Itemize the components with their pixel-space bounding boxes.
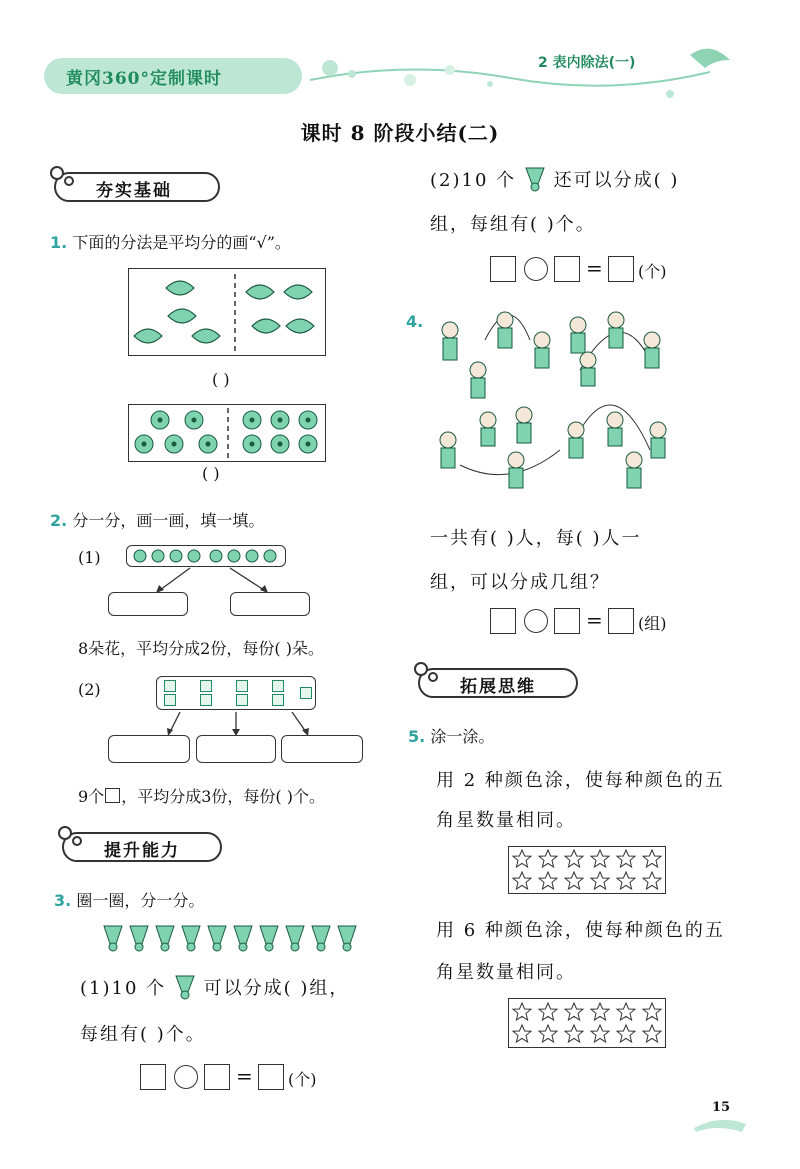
square-icon bbox=[105, 788, 120, 803]
flowers-icon bbox=[128, 404, 326, 462]
question-text: 组，可以分成几组？ bbox=[430, 572, 610, 593]
question-5: 5. 涂一涂。 bbox=[408, 727, 495, 746]
section-title: 夯实基础 bbox=[96, 181, 172, 201]
question-text: 一共有( )人，每( )人一 bbox=[430, 528, 642, 549]
banner-circle-icon bbox=[414, 662, 428, 676]
section-title: 提升能力 bbox=[104, 841, 180, 861]
unit-label: (个) bbox=[288, 1070, 317, 1089]
banner-circle-icon bbox=[72, 836, 82, 846]
part-text: (2)10 个 还可以分成( ) bbox=[430, 166, 679, 192]
children-jump-rope-illustration bbox=[430, 300, 676, 506]
instruction-text: 角星数量相同。 bbox=[436, 810, 576, 831]
leaves-icon bbox=[128, 268, 326, 356]
header-decoration bbox=[290, 40, 750, 110]
answer-square[interactable] bbox=[608, 608, 634, 634]
answer-square[interactable] bbox=[490, 608, 516, 634]
shuttlecock-icon bbox=[524, 166, 546, 192]
star-grid-icon bbox=[508, 846, 666, 894]
answer-square[interactable] bbox=[554, 256, 580, 282]
star-grid-icon bbox=[508, 998, 666, 1048]
answer-square[interactable] bbox=[554, 608, 580, 634]
section-banner-thinking bbox=[418, 668, 578, 698]
section-banner-ability bbox=[62, 832, 222, 862]
answer-circle[interactable] bbox=[524, 257, 548, 281]
answer-circle[interactable] bbox=[524, 609, 548, 633]
question-4: 4. bbox=[406, 312, 424, 331]
unit-label: (个) bbox=[638, 262, 667, 281]
question-text: 分一分，画一画，填一填。 bbox=[72, 511, 265, 530]
answer-blank[interactable]: ( ) bbox=[202, 464, 220, 483]
part-text: 9个 ，平均分成3份，每份( )个。 bbox=[78, 787, 325, 806]
question-3: 3. 圈一圈，分一分。 bbox=[54, 891, 205, 910]
answer-square[interactable] bbox=[204, 1064, 230, 1090]
question-1: 1. 下面的分法是平均分的画“√”。 bbox=[50, 233, 291, 252]
shuttlecock-icon bbox=[174, 974, 196, 1000]
page-number: 15 bbox=[712, 1100, 731, 1115]
question-text: 下面的分法是平均分的画“√”。 bbox=[72, 233, 291, 252]
brand-banner: 黄冈360°定制课时 bbox=[44, 58, 302, 94]
answer-circle[interactable] bbox=[174, 1065, 198, 1089]
answer-drawing-box[interactable] bbox=[108, 592, 188, 616]
banner-circle-icon bbox=[64, 176, 74, 186]
section-banner-basics bbox=[54, 172, 220, 202]
part-text: 每组有( )个。 bbox=[80, 1024, 206, 1045]
part-label: (1) bbox=[78, 548, 101, 567]
shuttlecock-row-icon bbox=[102, 920, 364, 954]
answer-square[interactable] bbox=[140, 1064, 166, 1090]
page-title: 课时 8 阶段小结(二) bbox=[300, 121, 500, 145]
answer-square[interactable] bbox=[490, 256, 516, 282]
part-text: (1)10 个 可以分成( )组， bbox=[80, 974, 349, 1000]
banner-circle-icon bbox=[58, 826, 72, 840]
banner-circle-icon bbox=[428, 672, 438, 682]
part-text: 组，每组有( )个。 bbox=[430, 214, 596, 235]
equals-sign: = bbox=[586, 608, 603, 632]
answer-drawing-box[interactable] bbox=[281, 735, 363, 763]
section-title: 拓展思维 bbox=[460, 677, 536, 697]
answer-blank[interactable]: ( ) bbox=[212, 370, 230, 389]
arrows-icon bbox=[160, 710, 320, 738]
instruction-text: 用 2 种颜色涂，使每种颜色的五 bbox=[436, 770, 725, 791]
chapter-label: 2 表内除法(一) bbox=[538, 55, 636, 71]
part-label: (2) bbox=[78, 680, 101, 699]
instruction-text: 角星数量相同。 bbox=[436, 962, 576, 983]
equals-sign: = bbox=[586, 256, 603, 280]
instruction-text: 用 6 种颜色涂，使每种颜色的五 bbox=[436, 920, 725, 941]
banner-circle-icon bbox=[50, 166, 64, 180]
answer-drawing-box[interactable] bbox=[196, 735, 276, 763]
answer-drawing-box[interactable] bbox=[230, 592, 310, 616]
answer-square[interactable] bbox=[258, 1064, 284, 1090]
flower-row-icon bbox=[128, 547, 284, 565]
question-2: 2. 分一分，画一画，填一填。 bbox=[50, 511, 265, 530]
question-text: 圈一圈，分一分。 bbox=[76, 891, 205, 910]
unit-label: (组) bbox=[638, 614, 667, 633]
question-text: 涂一涂。 bbox=[430, 727, 495, 746]
equals-sign: = bbox=[236, 1064, 253, 1088]
answer-drawing-box[interactable] bbox=[108, 735, 190, 763]
part-text: 8朵花，平均分成2份，每份( )朵。 bbox=[78, 639, 324, 658]
answer-square[interactable] bbox=[608, 256, 634, 282]
